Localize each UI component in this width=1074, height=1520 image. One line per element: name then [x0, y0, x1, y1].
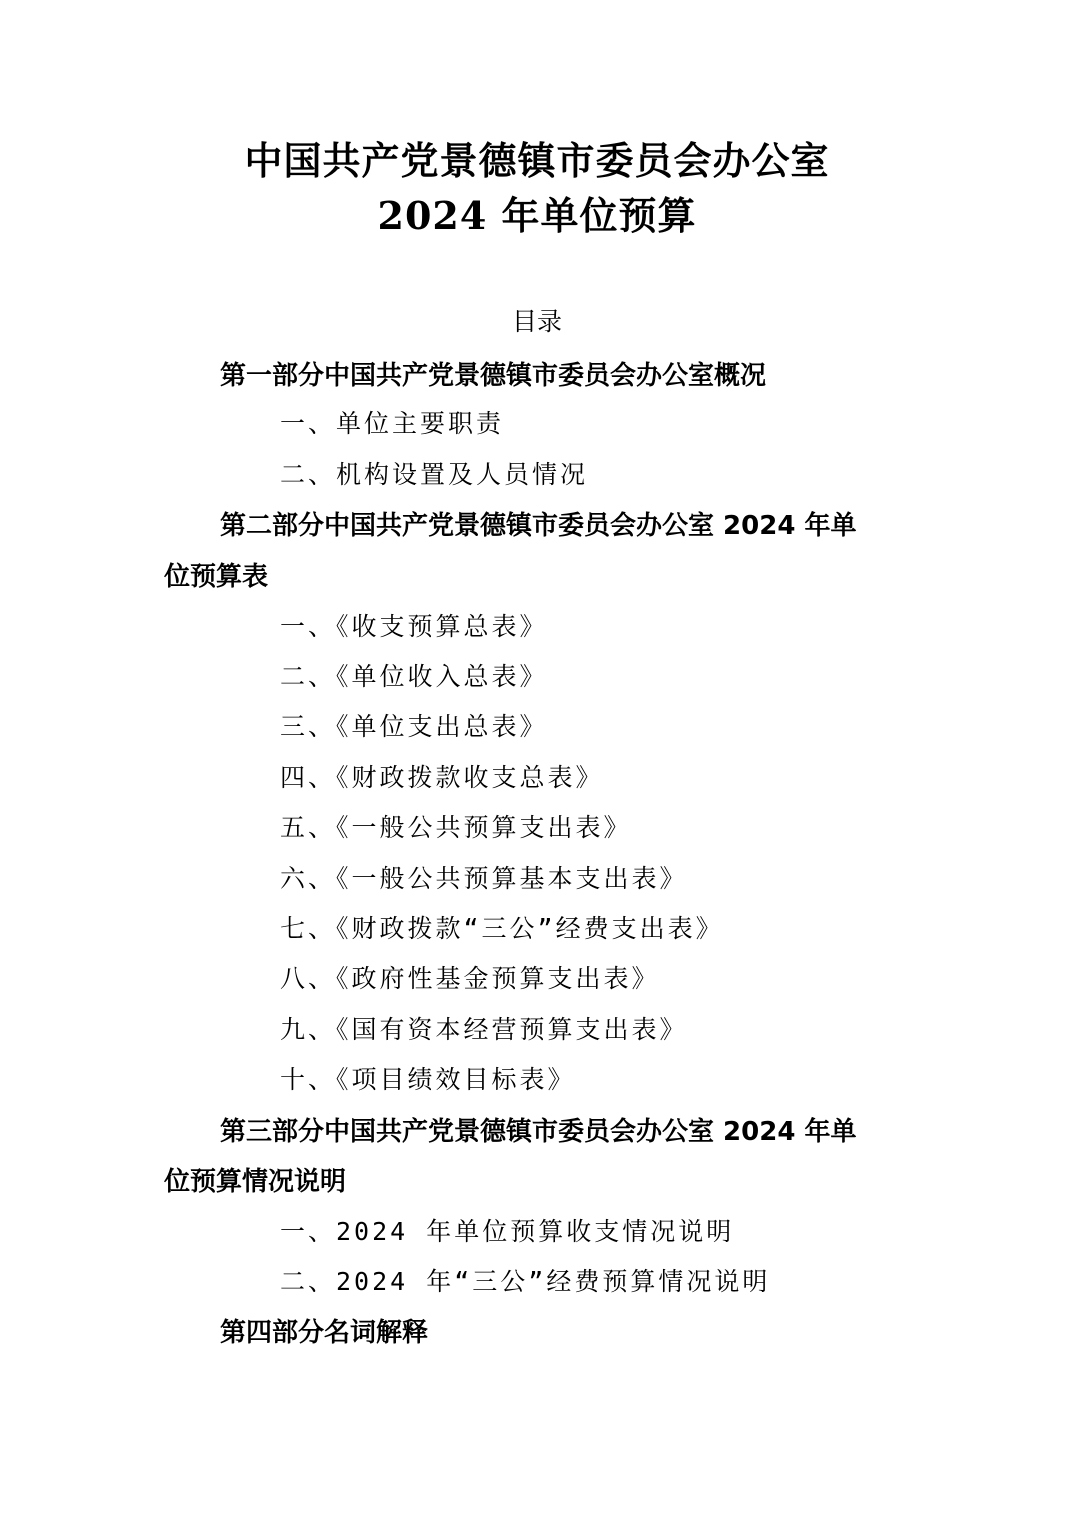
- toc-heading: 目录: [511, 307, 562, 336]
- toc-part3-item: 二、2024 年“三公”经费预算情况说明: [280, 1267, 771, 1296]
- toc-part2-item: 七、《财政拨款“三公”经费支出表》: [280, 914, 724, 943]
- toc-part2-item: 三、《单位支出总表》: [280, 712, 548, 741]
- document-title-line2: 2024 年单位预算: [377, 193, 697, 238]
- toc-part2-item: 五、《一般公共预算支出表》: [280, 813, 632, 842]
- toc-part1-item: 二、机构设置及人员情况: [280, 460, 589, 489]
- toc-part2-item: 四、《财政拨款收支总表》: [280, 763, 604, 792]
- toc-part2-title-line2: 位预算表: [164, 562, 269, 592]
- toc-part3-title-line2: 位预算情况说明: [164, 1167, 347, 1197]
- toc-part2-item: 一、《收支预算总表》: [280, 612, 548, 641]
- toc-part2-item: 九、《国有资本经营预算支出表》: [280, 1015, 688, 1044]
- toc-part3-item: 一、2024 年单位预算收支情况说明: [280, 1217, 735, 1246]
- toc-part2-item: 六、《一般公共预算基本支出表》: [280, 864, 688, 893]
- toc-part2-title-line1: 第二部分中国共产党景德镇市委员会办公室 2024 年单: [220, 511, 857, 541]
- toc-part2-item: 二、《单位收入总表》: [280, 662, 548, 691]
- toc-part4-title: 第四部分名词解释: [220, 1318, 429, 1348]
- toc-part3-title-line1: 第三部分中国共产党景德镇市委员会办公室 2024 年单: [220, 1117, 857, 1147]
- toc-part2-item: 十、《项目绩效目标表》: [280, 1065, 576, 1094]
- toc-part1-title: 第一部分中国共产党景德镇市委员会办公室概况: [220, 361, 767, 391]
- toc-part2-item: 八、《政府性基金预算支出表》: [280, 964, 660, 993]
- toc-part1-item: 一、单位主要职责: [280, 409, 505, 438]
- document-title-line1: 中国共产党景德镇市委员会办公室: [244, 138, 830, 183]
